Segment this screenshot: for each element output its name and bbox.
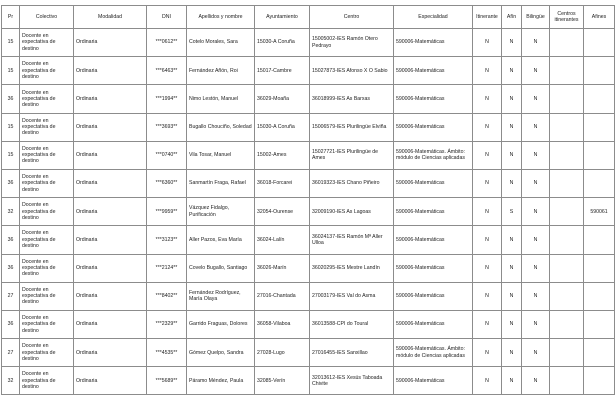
cell-modalidad: Ordinaria xyxy=(74,113,147,141)
cell-centros-itinerantes xyxy=(550,198,584,226)
cell-colectivo: Docente en expectativa de destino xyxy=(20,169,74,197)
cell-modalidad: Ordinaria xyxy=(74,310,147,338)
cell-bilingue: N xyxy=(522,29,550,57)
table-row xyxy=(2,254,615,282)
cell-colectivo: Docente en expectativa de destino xyxy=(20,310,74,338)
assignments-table xyxy=(1,5,615,395)
cell-ayuntamiento: 36029-Moaña xyxy=(255,85,310,113)
cell-modalidad: Ordinaria xyxy=(74,57,147,85)
cell-apellidos-nombre: Cotelo Morales, Sara xyxy=(187,29,255,57)
cell-bilingue: N xyxy=(522,226,550,254)
cell-centro: 15005002-IES Ramón Otero Pedrayo xyxy=(310,29,394,57)
col-header-centros-itinerantes: Centros itinerantes xyxy=(550,6,584,29)
cell-centro: 36020295-IES Mestre Landín xyxy=(310,254,394,282)
cell-colectivo: Docente en expectativa de destino xyxy=(20,113,74,141)
cell-colectivo: Docente en expectativa de destino xyxy=(20,29,74,57)
cell-apellidos-nombre: Aller Pazos, Eva María xyxy=(187,226,255,254)
cell-pr: 32 xyxy=(2,198,20,226)
cell-afines: 590061 xyxy=(584,198,615,226)
cell-especialidad: 590006-Matemáticas xyxy=(394,57,473,85)
cell-modalidad: Ordinaria xyxy=(74,169,147,197)
cell-especialidad: 590006-Matemáticas xyxy=(394,198,473,226)
cell-afines xyxy=(584,282,615,310)
cell-centros-itinerantes xyxy=(550,29,584,57)
cell-pr: 36 xyxy=(2,85,20,113)
cell-centros-itinerantes xyxy=(550,339,584,367)
cell-apellidos-nombre: Vázquez Fidalgo, Purificación xyxy=(187,198,255,226)
cell-ayuntamiento: 15017-Cambre xyxy=(255,57,310,85)
cell-afin: S xyxy=(502,198,522,226)
cell-bilingue: N xyxy=(522,169,550,197)
cell-modalidad: Ordinaria xyxy=(74,85,147,113)
cell-dni: ***9959** xyxy=(147,198,187,226)
col-header-afines: Afines xyxy=(584,6,615,29)
table-row xyxy=(2,113,615,141)
cell-itinerante: N xyxy=(473,169,502,197)
col-header-especialidad: Especialidad xyxy=(394,6,473,29)
cell-centros-itinerantes xyxy=(550,169,584,197)
col-header-colectivo: Colectivo xyxy=(20,6,74,29)
table-row xyxy=(2,29,615,57)
cell-dni: ***3693** xyxy=(147,113,187,141)
cell-colectivo: Docente en expectativa de destino xyxy=(20,339,74,367)
cell-centro: 15027873-IES Afonso X O Sabio xyxy=(310,57,394,85)
cell-colectivo: Docente en expectativa de destino xyxy=(20,367,74,395)
cell-dni: ***2124** xyxy=(147,254,187,282)
cell-centros-itinerantes xyxy=(550,57,584,85)
cell-afin: N xyxy=(502,254,522,282)
cell-dni: ***2329** xyxy=(147,310,187,338)
cell-itinerante: N xyxy=(473,29,502,57)
col-header-ayuntamiento: Ayuntamiento xyxy=(255,6,310,29)
cell-pr: 36 xyxy=(2,226,20,254)
table-row xyxy=(2,169,615,197)
cell-colectivo: Docente en expectativa de destino xyxy=(20,198,74,226)
cell-colectivo: Docente en expectativa de destino xyxy=(20,254,74,282)
cell-dni: ***6360** xyxy=(147,169,187,197)
cell-centro: 36024137-IES Ramón Mª Aller Ulloa xyxy=(310,226,394,254)
cell-apellidos-nombre: Covelo Bugallo, Santiago xyxy=(187,254,255,282)
cell-apellidos-nombre: Fernández Añón, Roi xyxy=(187,57,255,85)
cell-apellidos-nombre: Garrido Fraguas, Dolores xyxy=(187,310,255,338)
cell-afin: N xyxy=(502,367,522,395)
cell-centro: 15006579-IES Plurilingüe Elviña xyxy=(310,113,394,141)
col-header-bilingue: Bilingüe xyxy=(522,6,550,29)
cell-itinerante: N xyxy=(473,310,502,338)
cell-colectivo: Docente en expectativa de destino xyxy=(20,282,74,310)
cell-ayuntamiento: 36018-Forcarei xyxy=(255,169,310,197)
col-header-dni: DNI xyxy=(147,6,187,29)
cell-dni: ***3123** xyxy=(147,226,187,254)
cell-pr: 15 xyxy=(2,29,20,57)
cell-bilingue: N xyxy=(522,339,550,367)
cell-ayuntamiento: 36026-Marín xyxy=(255,254,310,282)
cell-especialidad: 590006-Matemáticas xyxy=(394,254,473,282)
cell-ayuntamiento: 15030-A Coruña xyxy=(255,113,310,141)
cell-apellidos-nombre: Sanmartín Fraga, Rafael xyxy=(187,169,255,197)
table-row xyxy=(2,339,615,367)
cell-modalidad: Ordinaria xyxy=(74,226,147,254)
cell-itinerante: N xyxy=(473,141,502,169)
cell-bilingue: N xyxy=(522,85,550,113)
table-header-row xyxy=(2,6,615,29)
cell-colectivo: Docente en expectativa de destino xyxy=(20,141,74,169)
cell-itinerante: N xyxy=(473,226,502,254)
cell-afin: N xyxy=(502,113,522,141)
cell-modalidad: Ordinaria xyxy=(74,367,147,395)
cell-dni: ***1994** xyxy=(147,85,187,113)
col-header-itinerante: Itinerante xyxy=(473,6,502,29)
cell-afines xyxy=(584,141,615,169)
cell-afines xyxy=(584,310,615,338)
cell-ayuntamiento: 32054-Ourense xyxy=(255,198,310,226)
cell-pr: 32 xyxy=(2,367,20,395)
cell-afin: N xyxy=(502,141,522,169)
cell-especialidad: 590006-Matemáticas xyxy=(394,113,473,141)
col-header-afin: Afín xyxy=(502,6,522,29)
cell-centros-itinerantes xyxy=(550,310,584,338)
cell-ayuntamiento: 36058-Vilaboa xyxy=(255,310,310,338)
cell-itinerante: N xyxy=(473,367,502,395)
cell-afines xyxy=(584,113,615,141)
cell-bilingue: N xyxy=(522,254,550,282)
col-header-pr: Pr xyxy=(2,6,20,29)
cell-pr: 15 xyxy=(2,113,20,141)
cell-dni: ***6463** xyxy=(147,57,187,85)
cell-afines xyxy=(584,367,615,395)
cell-dni: ***8402** xyxy=(147,282,187,310)
cell-apellidos-nombre: Gómez Quelpo, Sandra xyxy=(187,339,255,367)
cell-apellidos-nombre: Vila Tosar, Manuel xyxy=(187,141,255,169)
table-row xyxy=(2,141,615,169)
cell-centro: 27016455-IES Sanxillao xyxy=(310,339,394,367)
cell-itinerante: N xyxy=(473,254,502,282)
cell-bilingue: N xyxy=(522,198,550,226)
cell-itinerante: N xyxy=(473,282,502,310)
cell-dni: ***0740** xyxy=(147,141,187,169)
cell-centros-itinerantes xyxy=(550,141,584,169)
cell-colectivo: Docente en expectativa de destino xyxy=(20,57,74,85)
table-row xyxy=(2,198,615,226)
cell-centro: 15027721-IES Plurilingüe de Ames xyxy=(310,141,394,169)
cell-modalidad: Ordinaria xyxy=(74,198,147,226)
cell-afin: N xyxy=(502,29,522,57)
cell-especialidad: 590006-Matemáticas xyxy=(394,367,473,395)
cell-especialidad: 590006-Matemáticas xyxy=(394,226,473,254)
table-row xyxy=(2,367,615,395)
col-header-modalidad: Modalidad xyxy=(74,6,147,29)
cell-bilingue: N xyxy=(522,57,550,85)
cell-afin: N xyxy=(502,85,522,113)
cell-colectivo: Docente en expectativa de destino xyxy=(20,226,74,254)
cell-modalidad: Ordinaria xyxy=(74,254,147,282)
cell-afines xyxy=(584,226,615,254)
cell-afines xyxy=(584,85,615,113)
cell-afines xyxy=(584,254,615,282)
cell-afin: N xyxy=(502,57,522,85)
cell-bilingue: N xyxy=(522,141,550,169)
cell-itinerante: N xyxy=(473,339,502,367)
table-body xyxy=(2,29,615,395)
cell-apellidos-nombre: Nimo Lestón, Manuel xyxy=(187,85,255,113)
cell-centros-itinerantes xyxy=(550,226,584,254)
cell-afin: N xyxy=(502,282,522,310)
cell-pr: 15 xyxy=(2,57,20,85)
cell-afines xyxy=(584,57,615,85)
cell-centro: 27003179-IES Val do Asma xyxy=(310,282,394,310)
cell-afin: N xyxy=(502,310,522,338)
cell-itinerante: N xyxy=(473,113,502,141)
cell-modalidad: Ordinaria xyxy=(74,141,147,169)
cell-centros-itinerantes xyxy=(550,113,584,141)
cell-bilingue: N xyxy=(522,310,550,338)
cell-centros-itinerantes xyxy=(550,85,584,113)
cell-modalidad: Ordinaria xyxy=(74,282,147,310)
cell-especialidad: 590006-Matemáticas xyxy=(394,85,473,113)
cell-pr: 27 xyxy=(2,339,20,367)
cell-especialidad: 590006-Matemáticas xyxy=(394,310,473,338)
col-header-apellidos-nombre: Apellidos y nombre xyxy=(187,6,255,29)
cell-ayuntamiento: 27016-Chantada xyxy=(255,282,310,310)
cell-pr: 36 xyxy=(2,254,20,282)
table-row xyxy=(2,85,615,113)
cell-afin: N xyxy=(502,339,522,367)
cell-ayuntamiento: 15002-Ames xyxy=(255,141,310,169)
cell-apellidos-nombre: Páramo Méndez, Paula xyxy=(187,367,255,395)
cell-especialidad: 590006-Matemáticas. Ámbito: módulo de Ciencias aplicadas xyxy=(394,339,473,367)
cell-afin: N xyxy=(502,226,522,254)
cell-modalidad: Ordinaria xyxy=(74,29,147,57)
cell-bilingue: N xyxy=(522,367,550,395)
table-row xyxy=(2,57,615,85)
cell-apellidos-nombre: Fernández Rodríguez, María Olaya xyxy=(187,282,255,310)
cell-pr: 36 xyxy=(2,310,20,338)
cell-centro: 36019323-IES Chano Piñeiro xyxy=(310,169,394,197)
table-row xyxy=(2,310,615,338)
cell-bilingue: N xyxy=(522,113,550,141)
cell-afines xyxy=(584,339,615,367)
cell-centro: 36013588-CPI do Toural xyxy=(310,310,394,338)
cell-ayuntamiento: 36024-Lalín xyxy=(255,226,310,254)
col-header-centro: Centro xyxy=(310,6,394,29)
cell-itinerante: N xyxy=(473,198,502,226)
cell-especialidad: 590006-Matemáticas xyxy=(394,29,473,57)
cell-especialidad: 590006-Matemáticas. Ámbito: módulo de Ciencias aplicadas xyxy=(394,141,473,169)
cell-especialidad: 590006-Matemáticas xyxy=(394,169,473,197)
cell-centros-itinerantes xyxy=(550,282,584,310)
cell-centro: 32013612-IES Xesús Taboada Chivite xyxy=(310,367,394,395)
cell-centro: 36018999-IES As Barxas xyxy=(310,85,394,113)
cell-especialidad: 590006-Matemáticas xyxy=(394,282,473,310)
cell-dni: ***4535** xyxy=(147,339,187,367)
cell-apellidos-nombre: Bugallo Chouciño, Soledad xyxy=(187,113,255,141)
table-row xyxy=(2,282,615,310)
cell-colectivo: Docente en expectativa de destino xyxy=(20,85,74,113)
cell-pr: 15 xyxy=(2,141,20,169)
cell-afines xyxy=(584,29,615,57)
cell-afin: N xyxy=(502,169,522,197)
cell-dni: ***0612** xyxy=(147,29,187,57)
cell-dni: ***5689** xyxy=(147,367,187,395)
cell-itinerante: N xyxy=(473,57,502,85)
cell-modalidad: Ordinaria xyxy=(74,339,147,367)
cell-ayuntamiento: 32085-Verín xyxy=(255,367,310,395)
cell-centro: 32009190-IES As Lagoas xyxy=(310,198,394,226)
cell-centros-itinerantes xyxy=(550,254,584,282)
cell-ayuntamiento: 27028-Lugo xyxy=(255,339,310,367)
cell-ayuntamiento: 15030-A Coruña xyxy=(255,29,310,57)
cell-bilingue: N xyxy=(522,282,550,310)
table-row xyxy=(2,226,615,254)
document-page xyxy=(1,5,615,395)
cell-centros-itinerantes xyxy=(550,367,584,395)
cell-afines xyxy=(584,169,615,197)
cell-pr: 27 xyxy=(2,282,20,310)
cell-pr: 36 xyxy=(2,169,20,197)
cell-itinerante: N xyxy=(473,85,502,113)
